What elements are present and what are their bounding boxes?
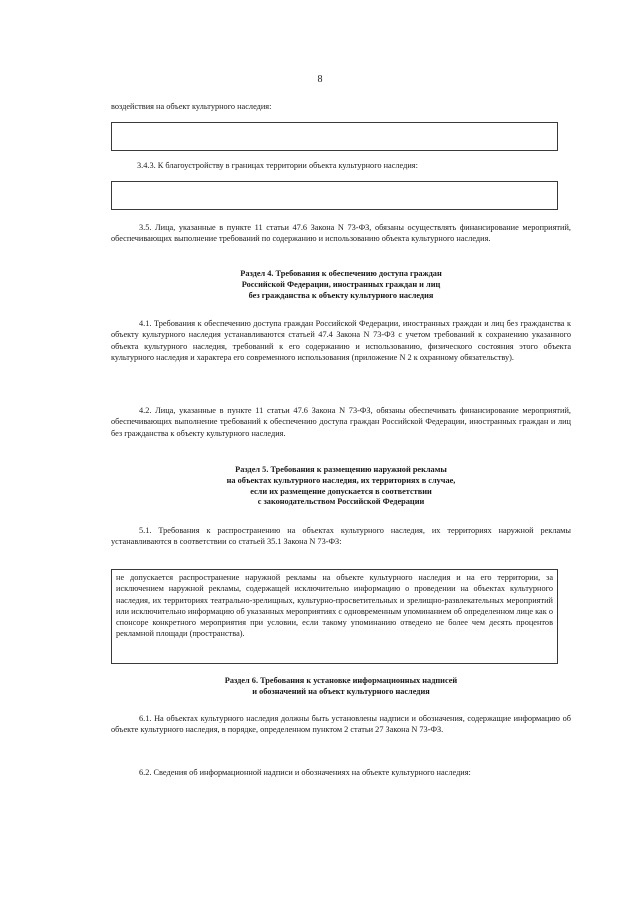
section-5-heading-line: Раздел 5. Требования к размещению наружной рекламы <box>235 465 447 474</box>
section-5-heading-line: если их размещение допускается в соответствии <box>250 486 432 496</box>
advertising-rules-box <box>111 569 558 664</box>
advertising-rules-text: не допускается распространение наружной рекламы на объекте культурного наследия и на его территории, за исключением наружной рекламы, содержащей исключительно информацию о проведении на объектах культурного наследия, их территориях театрально-зрелищных, культурно-просветительных и зрелищно-развлекательных мероприятий или исключительно информацию об указанных мероприятиях с одновременным упоминанием об определенном лице как о спонсоре конкретного мероприятия при условии, если такому упоминанию отведено не более чем десять процентов рекламной площади (пространства). <box>116 573 553 639</box>
section-5-heading <box>111 465 571 508</box>
section-5-heading-line: на объектах культурного наследия, их территориях в случае, <box>226 475 456 485</box>
section-5-heading-line: с законодательством Российской Федерации <box>257 497 425 507</box>
section-4-heading <box>111 269 571 301</box>
section-6-heading-line: и обозначений на объект культурного наследия <box>252 686 430 696</box>
paragraph-3-5: 3.5. Лица, указанные в пункте 11 статьи 47.6 Закона N 73-ФЗ, обязаны осуществлять финансирование мероприятий, обеспечивающих выполнение требований по содержанию и использованию объекта культурного наследия. <box>111 223 571 244</box>
paragraph-4-1: 4.1. Требования к обеспечению доступа граждан Российской Федерации, иностранных граждан и лиц без гражданства к объекту культурного наследия устанавливаются статьей 47.4 Закона N 73-ФЗ с учетом требований к сохранению указанного объекта культурного наследия, требований к его содержанию и использованию, физического состояния этого объекта культурного наследия и характера его современного использования (приложение N 2 к охранному обязательству). <box>111 319 571 362</box>
page-number: 8 <box>317 74 323 85</box>
section-4-heading-line: Раздел 4. Требования к обеспечению доступа граждан <box>240 269 442 278</box>
section-4-heading-line: без гражданства к объекту культурного наследия <box>248 290 434 300</box>
section-4-heading-line: Российской Федерации, иностранных граждан и лиц <box>241 279 441 289</box>
paragraph-6-1: 6.1. На объектах культурного наследия должны быть установлены надписи и обозначения, содержащие информацию об объекте культурного наследия, в порядке, определенном пунктом 2 статьи 27 Закона N 73-ФЗ. <box>111 714 571 735</box>
section-6-heading <box>111 676 571 698</box>
paragraph-6-2: 6.2. Сведения об информационной надписи и обозначениях на объекте культурного наследия: <box>139 768 471 777</box>
paragraph-4-2: 4.2. Лица, указанные в пункте 11 статьи 47.6 Закона N 73-ФЗ, обязаны обеспечивать финансирование мероприятий, обеспечивающих выполнение требований к обеспечению доступа граждан Российской Федерации, иностранных граждан и лиц без гражданства к объекту культурного наследия. <box>111 406 571 438</box>
paragraph-3-4-3: 3.4.3. К благоустройству в границах территории объекта культурного наследия: <box>137 161 418 170</box>
paragraph-top: воздействия на объект культурного наследия: <box>111 102 272 111</box>
empty-field-box-2 <box>111 181 558 210</box>
section-6-heading-line: Раздел 6. Требования к установке информационных надписей <box>224 676 458 685</box>
empty-field-box-1 <box>111 122 558 151</box>
paragraph-5-1: 5.1. Требования к распространению на объектах культурного наследия, их территориях наружной рекламы устанавливаются в соответствии со статьей 35.1 Закона N 73-ФЗ: <box>111 526 571 547</box>
